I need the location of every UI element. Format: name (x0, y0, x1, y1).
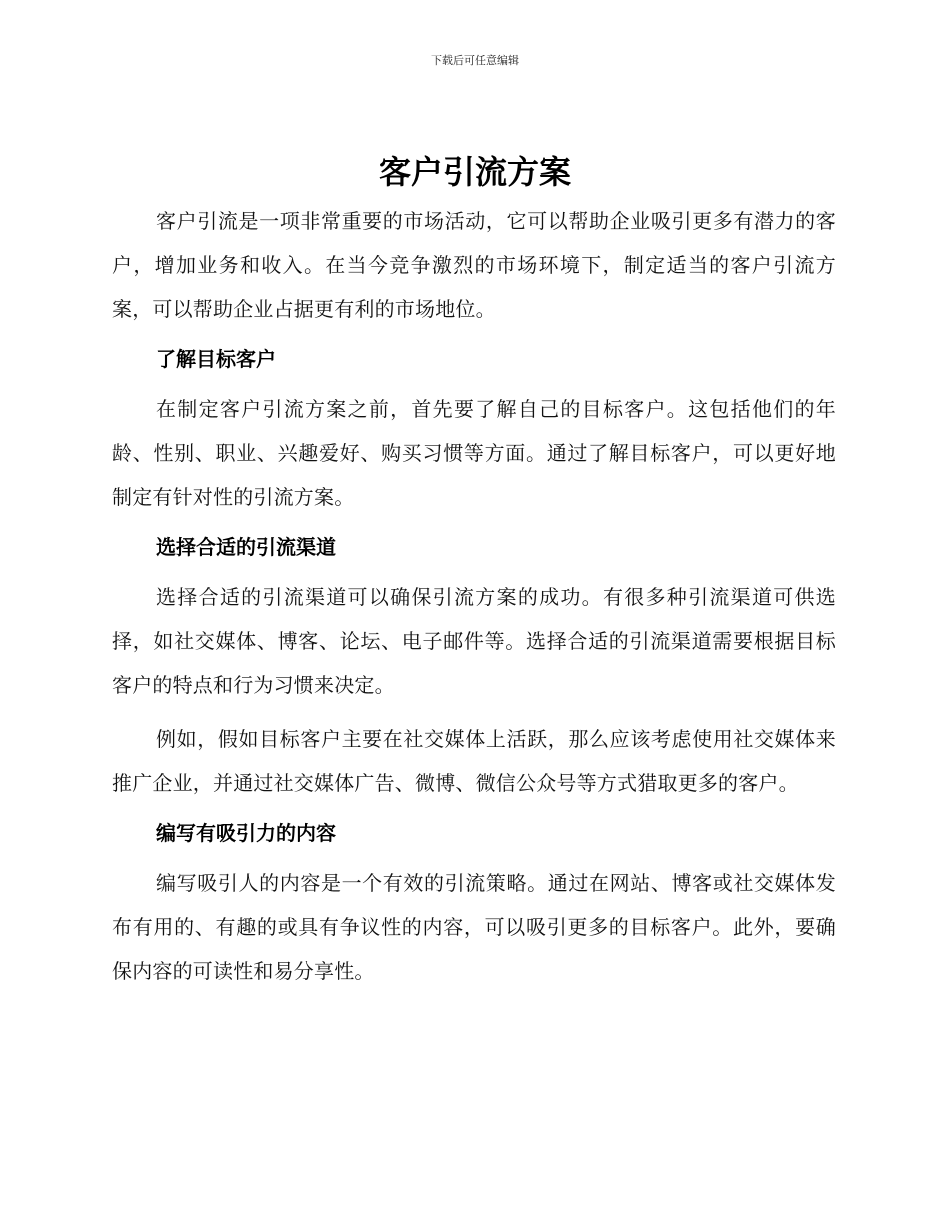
section-heading-target-customers: 了解目标客户 (156, 347, 276, 371)
section-heading-channels: 选择合适的引流渠道 (156, 535, 336, 559)
section-paragraph: 编写吸引人的内容是一个有效的引流策略。通过在网站、博客或社交媒体发布有用的、有趣的或具有争议性的内容，可以吸引更多的目标客户。此外，要确保内容的可读性和易分享性。 (112, 871, 836, 983)
document-body (112, 199, 836, 993)
intro-paragraph: 客户引流是一项非常重要的市场活动，它可以帮助企业吸引更多有潜力的客户，增加业务和收入。在当今竞争激烈的市场环境下，制定适当的客户引流方案，可以帮助企业占据更有利的市场地位。 (112, 209, 836, 321)
section-paragraph: 例如，假如目标客户主要在社交媒体上活跃，那么应该考虑使用社交媒体来推广企业，并通过社交媒体广告、微博、微信公众号等方式猎取更多的客户。 (112, 727, 836, 795)
section-heading-content: 编写有吸引力的内容 (156, 821, 336, 845)
header-note: 下载后可任意编辑 (431, 54, 519, 67)
section-paragraph: 选择合适的引流渠道可以确保引流方案的成功。有很多种引流渠道可供选择，如社交媒体、博客、论坛、电子邮件等。选择合适的引流渠道需要根据目标客户的特点和行为习惯来决定。 (112, 585, 836, 697)
document-title: 客户引流方案 (378, 153, 571, 191)
section-paragraph: 在制定客户引流方案之前，首先要了解自己的目标客户。这包括他们的年龄、性别、职业、兴趣爱好、购买习惯等方面。通过了解目标客户，可以更好地制定有针对性的引流方案。 (112, 397, 836, 509)
